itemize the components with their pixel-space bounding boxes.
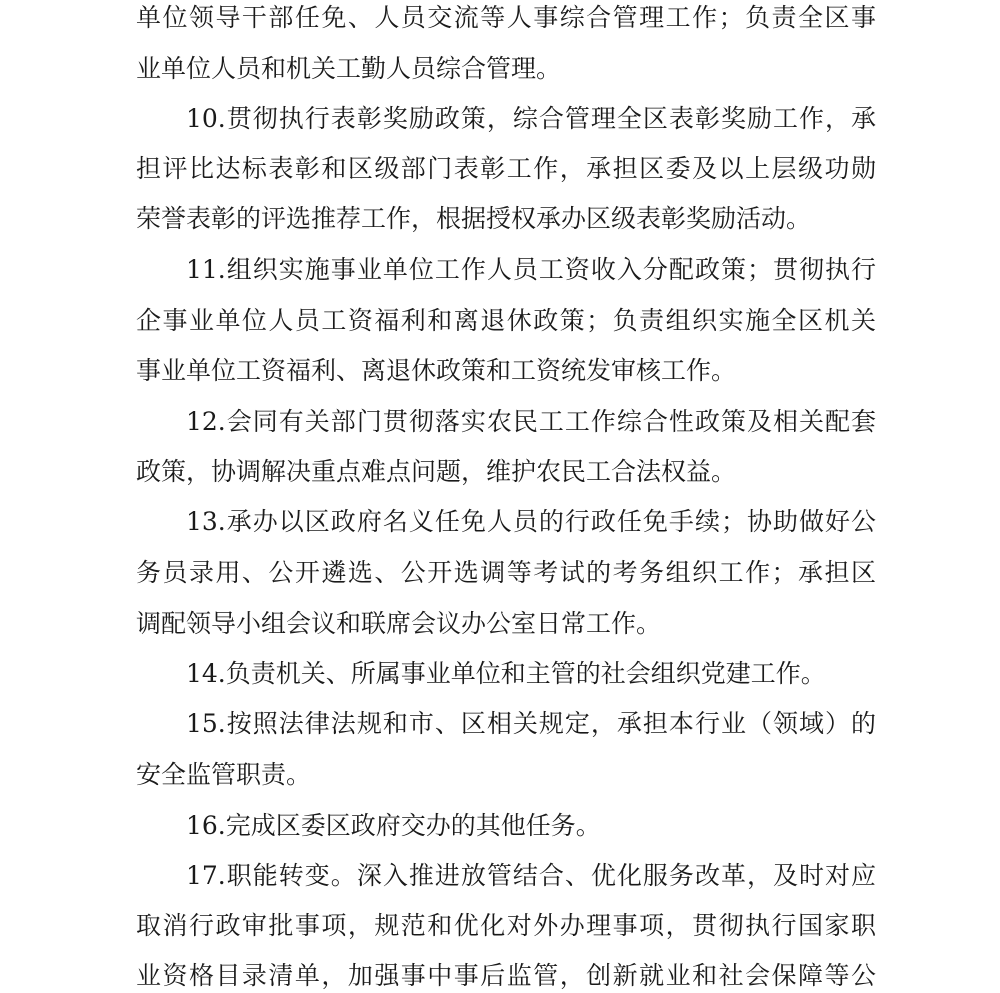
text-line: 15.按照法律法规和市、区相关规定，承担本行业（领域）的 <box>186 709 876 738</box>
text-line: 单位领导干部任免、人员交流等人事综合管理工作；负责全区事 <box>136 3 876 32</box>
text-line: 11.组织实施事业单位工作人员工资收入分配政策；贯彻执行 <box>186 255 876 284</box>
text-line: 担评比达标表彰和区级部门表彰工作，承担区委及以上层级功勋 <box>136 154 876 183</box>
text-line: 务员录用、公开遴选、公开选调等考试的考务组织工作；承担区 <box>136 558 876 587</box>
text-line: 16.完成区委区政府交办的其他任务。 <box>186 811 601 840</box>
text-line: 安全监管职责。 <box>136 760 312 789</box>
text-line: 17.职能转变。深入推进放管结合、优化服务改革，及时对应 <box>186 861 876 890</box>
text-line: 事业单位工资福利、离退休政策和工资统发审核工作。 <box>136 356 737 385</box>
text-line: 政策，协调解决重点难点问题，维护农民工合法权益。 <box>136 457 737 486</box>
text-line: 10.贯彻执行表彰奖励政策，综合管理全区表彰奖励工作，承 <box>186 104 876 133</box>
text-line: 12.会同有关部门贯彻落实农民工工作综合性政策及相关配套 <box>186 407 876 436</box>
text-line: 取消行政审批事项，规范和优化对外办理事项，贯彻执行国家职 <box>136 911 876 940</box>
text-line: 业资格目录清单，加强事中事后监管，创新就业和社会保障等公 <box>136 961 876 990</box>
text-line: 企事业单位人员工资福利和离退休政策；负责组织实施全区机关 <box>136 306 876 335</box>
text-line: 13.承办以区政府名义任免人员的行政任免手续；协助做好公 <box>186 507 876 536</box>
text-line: 业单位人员和机关工勤人员综合管理。 <box>136 54 562 83</box>
text-line: 14.负责机关、所属事业单位和主管的社会组织党建工作。 <box>186 659 826 688</box>
text-line: 荣誉表彰的评选推荐工作，根据授权承办区级表彰奖励活动。 <box>136 204 812 233</box>
text-line: 调配领导小组会议和联席会议办公室日常工作。 <box>136 609 662 638</box>
